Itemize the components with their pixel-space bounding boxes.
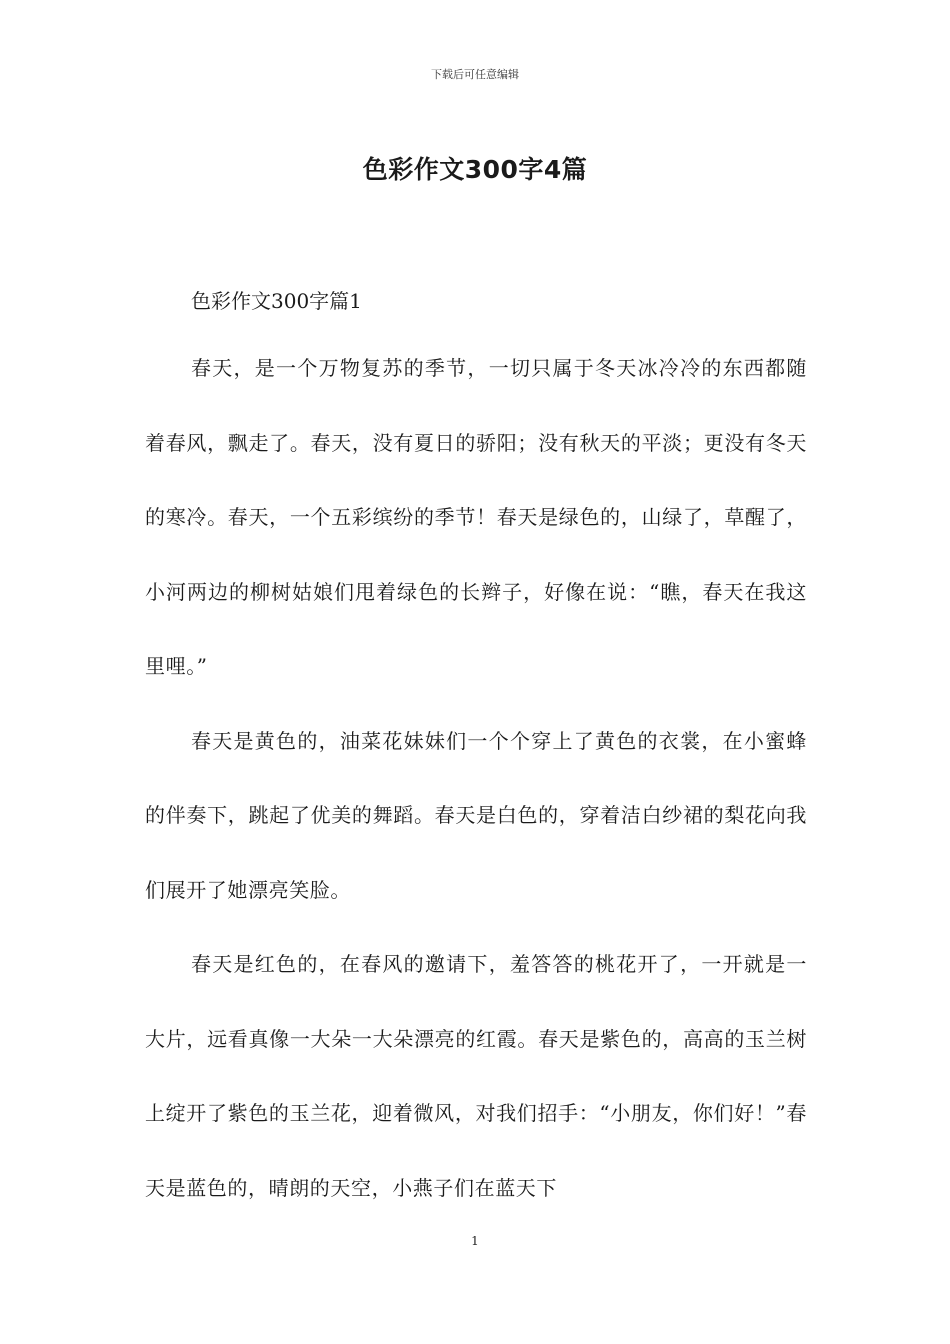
section-heading: 色彩作文300字篇1 xyxy=(191,289,362,313)
header-note: 下载后可任意编辑 xyxy=(431,68,519,81)
document-body xyxy=(145,285,807,1225)
document-title: 色彩作文300字4篇 xyxy=(362,155,588,184)
paragraph: 春天，是一个万物复苏的季节，一切只属于冬天冰冷冷的东西都随着春风，飘走了。春天，没有夏日的骄阳；没有秋天的平淡；更没有冬天的寒冷。春天，一个五彩缤纷的季节！春天是绿色的，山绿了，草醒了，小河两边的柳树姑娘们甩着绿色的长辫子，好像在说：“瞧，春天在我这里哩。” xyxy=(145,356,807,678)
paragraph: 春天是黄色的，油菜花妹妹们一个个穿上了黄色的衣裳，在小蜜蜂的伴奏下，跳起了优美的舞蹈。春天是白色的，穿着洁白纱裙的梨花向我们展开了她漂亮笑脸。 xyxy=(145,728,807,902)
paragraph: 春天是红色的，在春风的邀请下，羞答答的桃花开了，一开就是一大片，远看真像一大朵一大朵漂亮的红霞。春天是紫色的，高高的玉兰树上绽开了紫色的玉兰花，迎着微风，对我们招手：“小朋友，你们好！”春天是蓝色的，晴朗的天空，小燕子们在蓝天下 xyxy=(145,952,807,1200)
page-number: 1 xyxy=(471,1234,479,1248)
